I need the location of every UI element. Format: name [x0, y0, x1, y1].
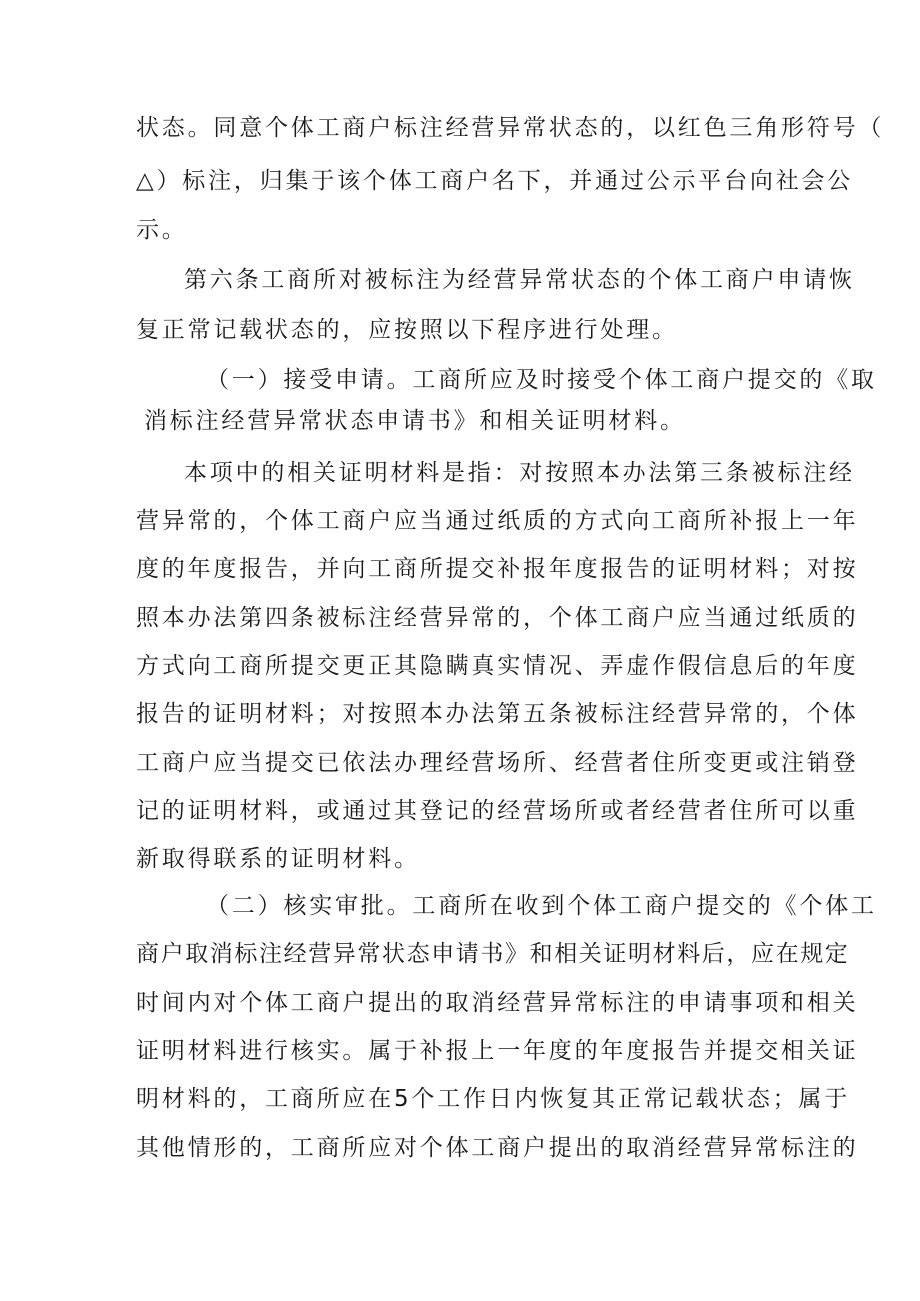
text-line-9: 营异常的，个体工商户应当通过纸质的方式向工商所补报上一年	[136, 508, 859, 534]
text-line-16: 新取得联系的证明材料。	[136, 846, 420, 872]
text-line-17: （二）核实审批。工商所在收到个体工商户提交的《个体工	[206, 893, 877, 919]
text-line-7: 消标注经营异常状态申请书》和相关证明材料。	[144, 408, 686, 434]
text-line-19: 时间内对个体工商户提出的取消经营异常标注的申请事项和相关	[136, 990, 859, 1016]
text-line-8: 本项中的相关证明材料是指：对按照本办法第三条被标注经	[184, 460, 855, 486]
text-line-14: 工商户应当提交已依法办理经营场所、经营者住所变更或注销登	[136, 750, 859, 776]
text-line-13: 报告的证明材料；对按照本办法第五条被标注经营异常的，个体	[136, 701, 859, 727]
text-line-5: 复正常记载状态的，应按照以下程序进行处理。	[136, 317, 678, 343]
text-line-10: 度的年度报告，并向工商所提交补报年度报告的证明材料；对按	[136, 556, 859, 582]
text-line-20: 证明材料进行核实。属于补报上一年度的年度报告并提交相关证	[136, 1038, 859, 1064]
text-line-2: △）标注，归集于该个体工商户名下，并通过公示平台向社会公	[136, 168, 854, 194]
text-line-22: 其他情形的，工商所应对个体工商户提出的取消经营异常标注的	[136, 1135, 859, 1161]
text-line-6: （一）接受申请。工商所应及时接受个体工商户提交的《取	[206, 367, 877, 393]
text-line-3: 示。	[136, 217, 188, 243]
text-line-18: 商户取消标注经营异常状态申请书》和相关证明材料后，应在规定	[136, 941, 850, 967]
text-line-15: 记的证明材料，或通过其登记的经营场所或者经营者住所可以重	[136, 798, 859, 824]
text-line-4: 第六条工商所对被标注为经营异常状态的个体工商户申请恢	[184, 267, 855, 293]
text-line-12: 方式向工商所提交更正其隐瞒真实情况、弄虚作假信息后的年度	[136, 653, 859, 679]
text-line-21: 明材料的，工商所应在5个工作日内恢复其正常记载状态；属于	[136, 1086, 851, 1112]
text-line-1: 状态。同意个体工商户标注经营异常状态的，以红色三角形符号（	[136, 115, 885, 141]
text-line-11: 照本办法第四条被标注经营异常的，个体工商户应当通过纸质的	[136, 605, 859, 631]
